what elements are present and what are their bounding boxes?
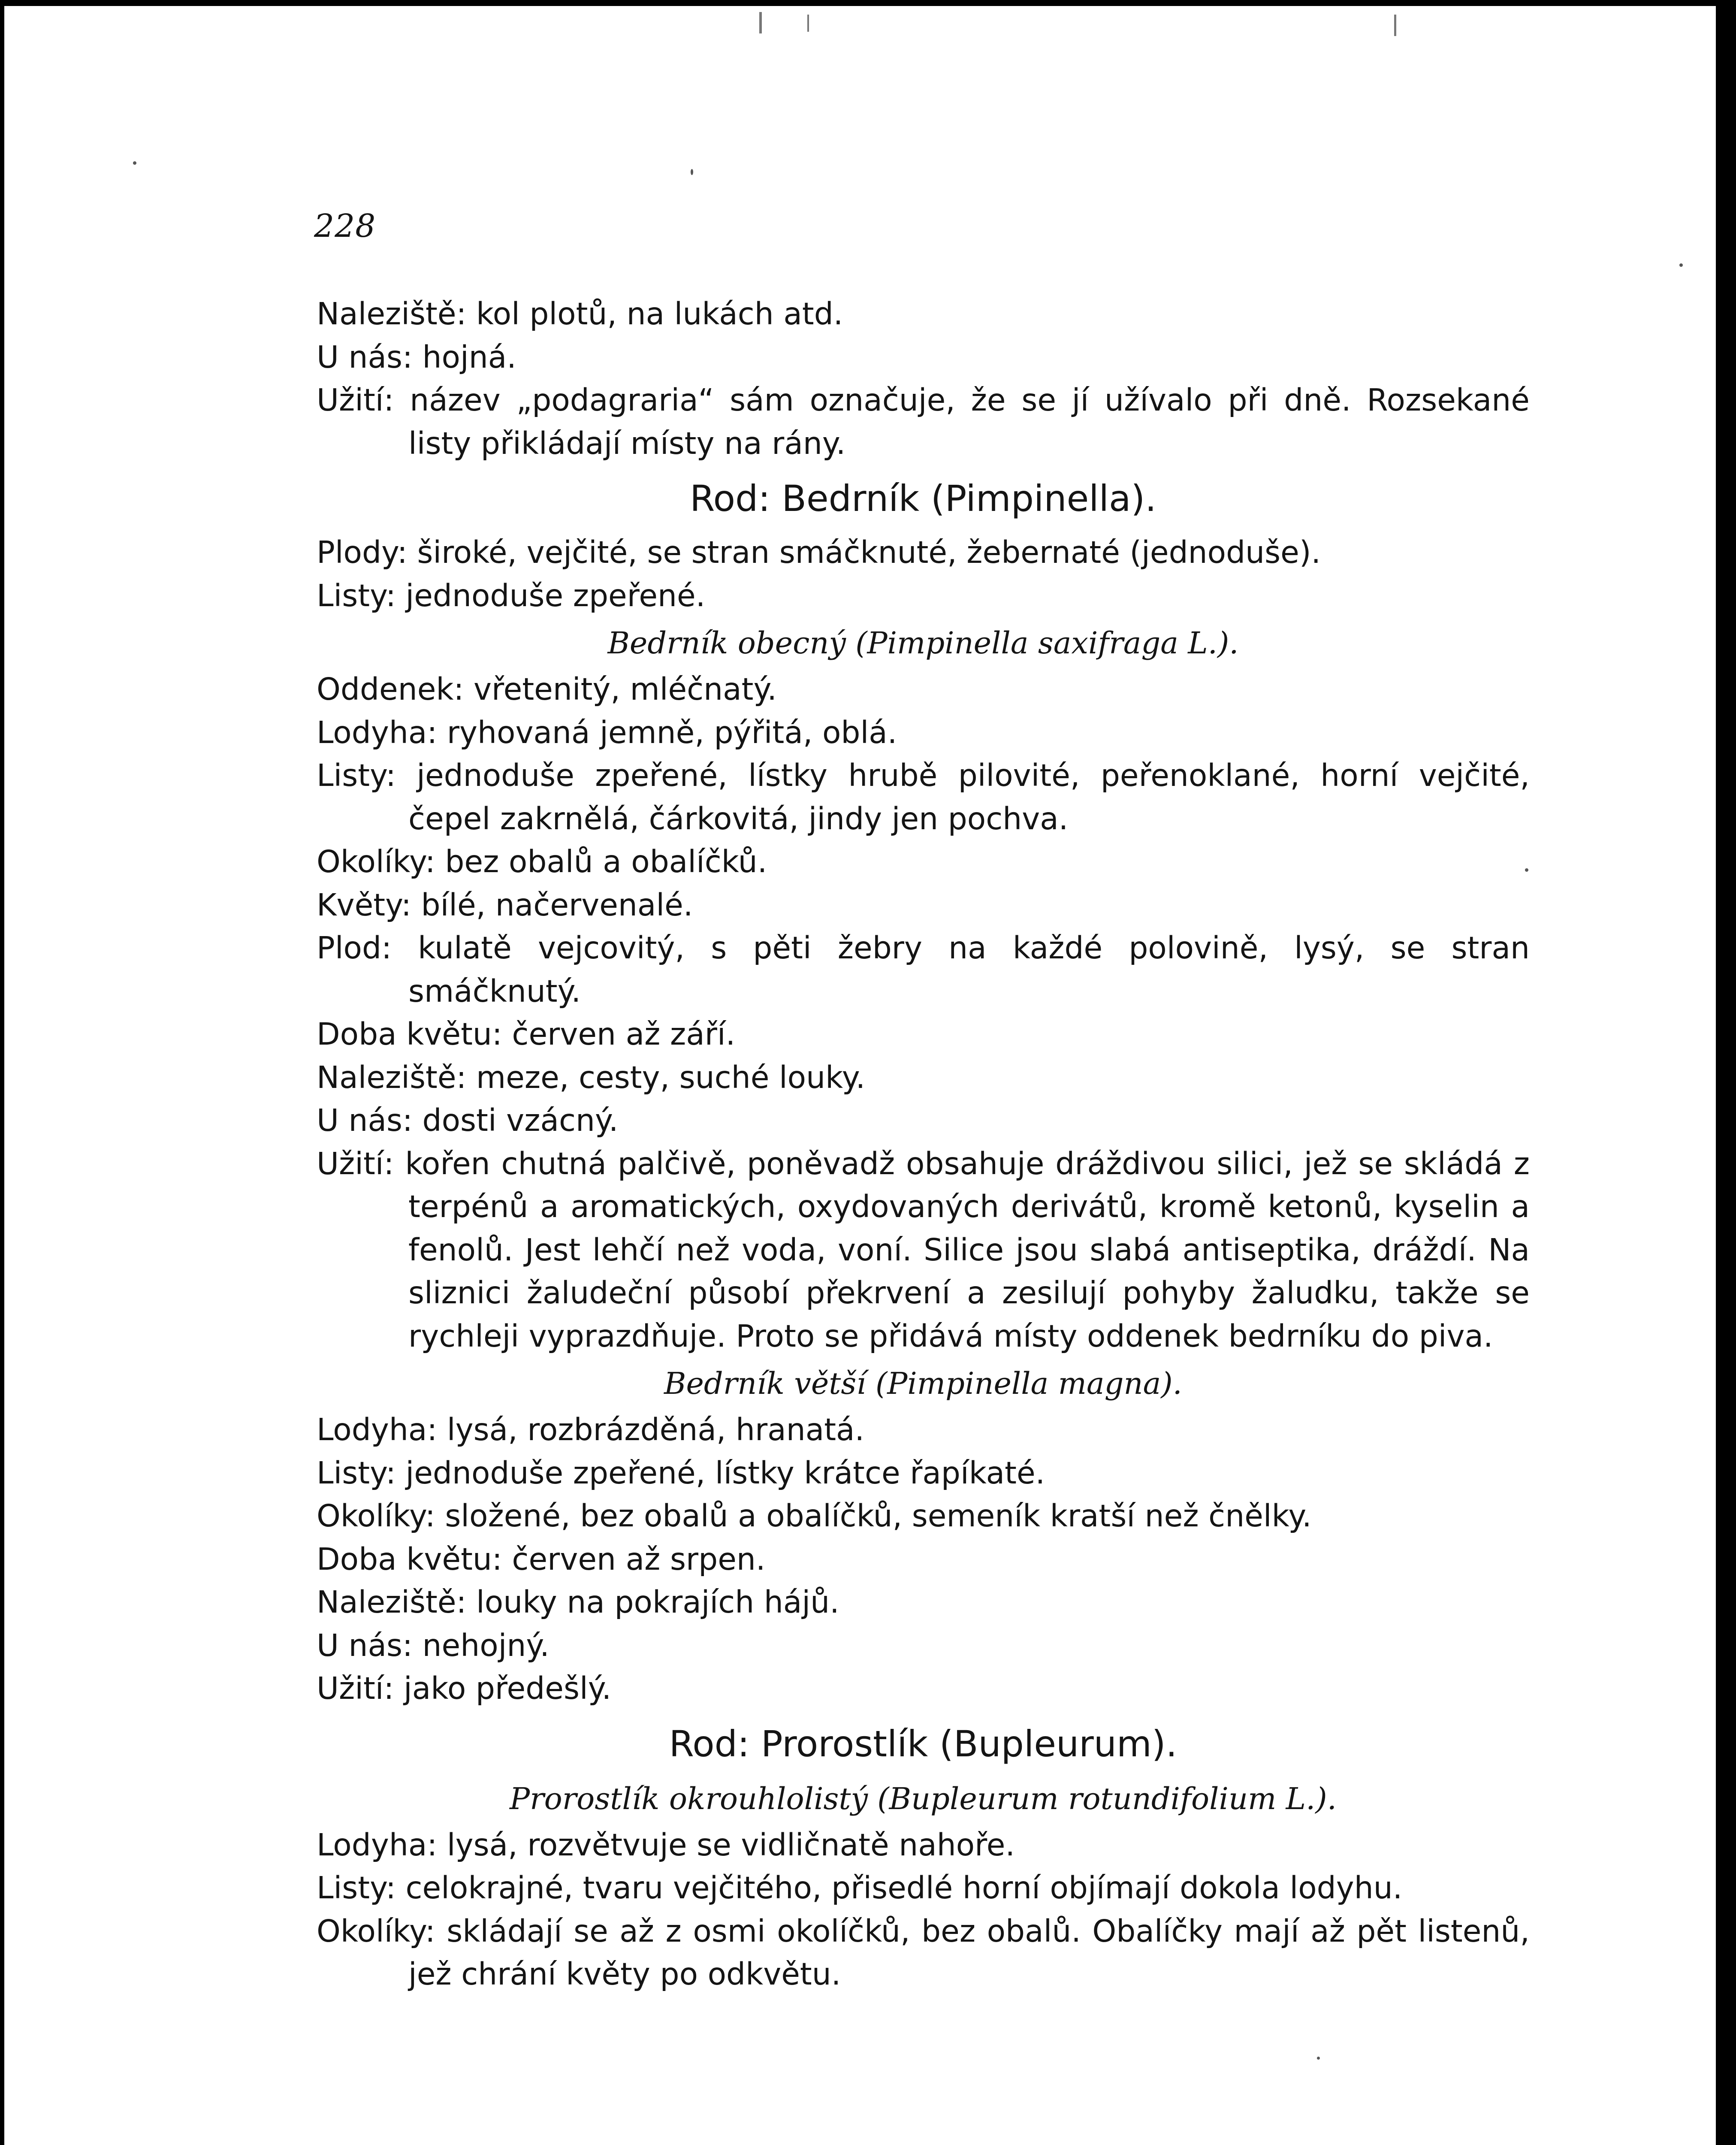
scan-artifact — [759, 12, 762, 33]
entry-separator: : — [425, 1913, 447, 1949]
entry-text: ryhovaná jemně, pýřitá, oblá. — [447, 714, 897, 750]
entry-text: složené, bez obalů a obalíčků, semeník kratší než čnělky. — [445, 1498, 1312, 1534]
page-number: 228 — [314, 208, 376, 245]
entry-paragraph — [317, 293, 1530, 336]
entry-label: Oddenek — [317, 671, 454, 707]
entry-label: Okolíky — [317, 1913, 425, 1949]
entry-label: Doba květu — [317, 1016, 492, 1052]
entry-separator: : — [453, 671, 474, 707]
entry-text: červen až srpen. — [512, 1541, 766, 1577]
species-heading: Bedrník obecný (Pimpinella saxifraga L.). — [607, 625, 1239, 661]
entry-paragraph — [317, 840, 1530, 884]
entry-label: Plod — [317, 930, 382, 966]
entry-text: skládají se až z osmi okolíčků, bez obalů. Obalíčky mají až pět listenů, jež chrání květy po odkvětu. — [408, 1913, 1530, 1992]
entry-label: Lodyha — [317, 1827, 427, 1863]
entry-label: Naleziště — [317, 1584, 456, 1620]
entry-paragraph — [317, 1581, 1530, 1624]
scan-speck — [1525, 868, 1528, 872]
entry-separator: : — [401, 887, 421, 923]
entry-separator: : — [427, 714, 447, 750]
entry-separator: : — [425, 1498, 445, 1534]
entry-label: U nás — [317, 339, 403, 375]
entry-paragraph — [317, 531, 1530, 574]
scan-speck — [1679, 263, 1683, 267]
entry-text: vřetenitý, mléčnatý. — [474, 671, 777, 707]
entry-separator: : — [402, 1103, 423, 1138]
entry-separator: : — [383, 1145, 405, 1181]
entry-text: lysá, rozbrázděná, hranatá. — [447, 1412, 865, 1447]
entry-paragraph — [317, 1624, 1530, 1668]
entry-text: meze, cesty, suché louky. — [476, 1059, 866, 1095]
entry-separator: : — [385, 1870, 406, 1906]
entry-paragraph — [317, 1667, 1530, 1710]
scan-artifact — [807, 15, 809, 32]
entry-text: kořen chutná palčivě, poněvadž obsahuje dráždivou silici, jež se skládá z terpénů a aromatických, oxydovaných derivátů, kromě ketonů, kyselin a fenolů. Jest lehčí než voda, voní. Silice jsou slabá antiseptika, dráždí. Na sliznici žaludeční působí překrvení a zesilují pohyby žaludku, takže se rychleji vyprazdňuje. Proto se přidává místy oddenek bedrníku do piva. — [405, 1145, 1530, 1354]
entry-paragraph — [317, 1910, 1530, 1996]
entry-separator: : — [397, 535, 417, 570]
entry-separator: : — [425, 844, 445, 879]
entry-paragraph — [317, 336, 1530, 379]
entry-paragraph — [317, 1824, 1530, 1867]
entry-text: název „podagraria“ sám označuje, že se jí užívalo při dně. Rozsekané listy přikládají místy na rány. — [408, 382, 1530, 461]
entry-separator: : — [427, 1827, 447, 1863]
page-body — [317, 293, 1530, 1996]
scan-artifact — [1394, 15, 1396, 36]
entry-label: Plody — [317, 535, 397, 570]
entry-separator: : — [385, 577, 406, 613]
entry-separator: : — [456, 296, 477, 332]
scan-speck — [691, 169, 693, 175]
entry-paragraph — [317, 1056, 1530, 1100]
scan-speck — [133, 161, 136, 165]
entry-label: Okolíky — [317, 844, 425, 879]
entry-paragraph — [317, 1495, 1530, 1538]
entry-text: celokrajné, tvaru vejčitého, přisedlé horní objímají dokola lodyhu. — [405, 1870, 1403, 1906]
entry-text: hojná. — [422, 339, 516, 375]
entry-separator: : — [402, 1627, 423, 1663]
entry-text: dosti vzácný. — [422, 1103, 619, 1138]
entry-paragraph — [317, 668, 1530, 711]
entry-paragraph — [317, 1867, 1530, 1910]
entry-text: červen až září. — [512, 1016, 736, 1052]
entry-text: kulatě vejcovitý, s pěti žebry na každé polovině, lysý, se stran smáčknutý. — [408, 930, 1530, 1009]
entry-separator: : — [456, 1584, 477, 1620]
entry-text: široké, vejčité, se stran smáčknuté, žebernaté (jednoduše). — [417, 535, 1321, 570]
entry-text: lysá, rozvětvuje se vidličnatě nahoře. — [447, 1827, 1015, 1863]
entry-paragraph — [317, 1452, 1530, 1495]
entry-text: bez obalů a obalíčků. — [445, 844, 767, 879]
entry-separator: : — [492, 1541, 512, 1577]
entry-paragraph — [317, 1142, 1530, 1358]
entry-separator: : — [385, 1455, 406, 1491]
entry-paragraph — [317, 754, 1530, 840]
entry-label: Květy — [317, 887, 401, 923]
entry-paragraph — [317, 711, 1530, 755]
entry-paragraph — [317, 1408, 1530, 1452]
entry-separator: : — [381, 930, 418, 966]
entry-paragraph — [317, 1099, 1530, 1142]
entry-separator: : — [492, 1016, 512, 1052]
entry-text: jednoduše zpeřené, lístky hrubě pilovité, peřenoklané, horní vejčité, čepel zakrnělá, čárkovitá, jindy jen pochva. — [408, 758, 1530, 837]
entry-text: louky na pokrajích hájů. — [476, 1584, 839, 1620]
entry-label: Listy — [317, 577, 386, 613]
entry-text: nehojný. — [422, 1627, 549, 1663]
entry-separator: : — [402, 339, 423, 375]
entry-label: Lodyha — [317, 714, 427, 750]
entry-label: Užití — [317, 1145, 384, 1181]
entry-label: Užití — [317, 382, 384, 418]
entry-separator: : — [427, 1412, 447, 1447]
entry-label: U nás — [317, 1627, 403, 1663]
entry-separator: : — [383, 1671, 404, 1706]
entry-label: Naleziště — [317, 1059, 456, 1095]
entry-text: jednoduše zpeřené. — [405, 577, 706, 613]
entry-text: jednoduše zpeřené, lístky krátce řapíkaté. — [405, 1455, 1045, 1491]
book-page — [4, 6, 1716, 2145]
entry-text: bílé, načervenalé. — [421, 887, 693, 923]
entry-label: Okolíky — [317, 1498, 425, 1534]
entry-text: jako předešlý. — [404, 1671, 612, 1706]
entry-label: Naleziště — [317, 296, 456, 332]
entry-label: Listy — [317, 1870, 386, 1906]
entry-label: Doba květu — [317, 1541, 492, 1577]
entry-text: kol plotů, na lukách atd. — [476, 296, 843, 332]
entry-label: Listy — [317, 758, 386, 793]
entry-separator: : — [385, 758, 417, 793]
species-heading: Prorostlík okrouhlolistý (Bupleurum rotundifolium L.). — [510, 1781, 1337, 1816]
entry-label: U nás — [317, 1103, 403, 1138]
entry-label: Listy — [317, 1455, 386, 1491]
entry-paragraph — [317, 574, 1530, 618]
genus-heading: Rod: Bedrník (Pimpinella). — [690, 477, 1156, 520]
entry-separator: : — [383, 382, 410, 418]
entry-label: Užití — [317, 1671, 384, 1706]
entry-paragraph — [317, 379, 1530, 465]
entry-separator: : — [456, 1059, 477, 1095]
scan-speck — [1317, 2057, 1320, 2060]
genus-heading: Rod: Prorostlík (Bupleurum). — [669, 1722, 1177, 1765]
entry-paragraph — [317, 884, 1530, 927]
species-heading: Bedrník větší (Pimpinella magna). — [664, 1366, 1182, 1401]
entry-label: Lodyha — [317, 1412, 427, 1447]
entry-paragraph — [317, 1013, 1530, 1056]
entry-paragraph — [317, 1538, 1530, 1581]
entry-paragraph — [317, 927, 1530, 1013]
